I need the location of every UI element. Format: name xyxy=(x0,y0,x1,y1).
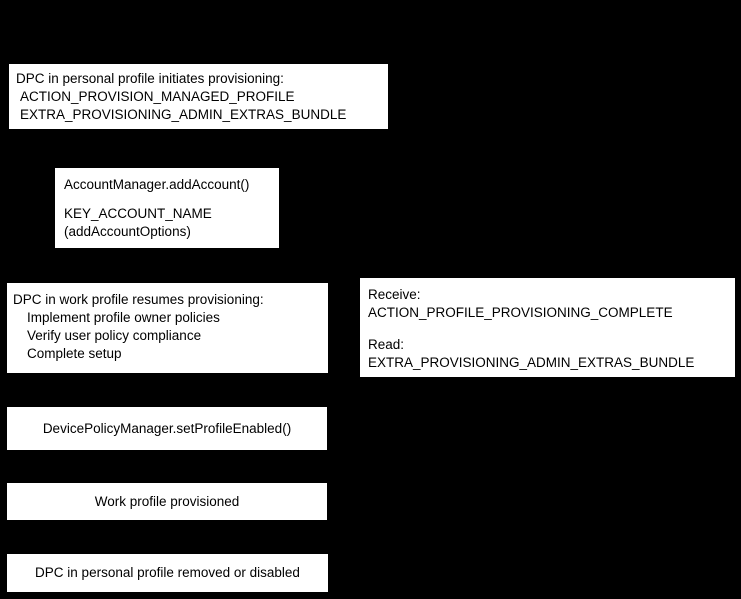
step-line-parameter: (addAccountOptions) xyxy=(64,224,191,239)
step-line-constant: KEY_ACCOUNT_NAME xyxy=(64,206,212,221)
step-line: Receive: xyxy=(368,287,421,302)
line-spacer xyxy=(64,194,270,205)
step-line-task: Implement profile owner policies xyxy=(27,310,220,325)
step-line-task: Verify user policy compliance xyxy=(27,328,202,343)
step-line-constant: ACTION_PROFILE_PROVISIONING_COMPLETE xyxy=(368,305,673,320)
step-line: DPC in personal profile initiates provisioning: xyxy=(16,71,284,86)
step-line: DPC in personal profile removed or disabled xyxy=(35,565,300,580)
step-line-method: DevicePolicyManager.setProfileEnabled() xyxy=(42,420,292,436)
step-line-constant: ACTION_PROVISION_MANAGED_PROFILE xyxy=(20,89,295,104)
step-account-manager-add-account xyxy=(55,168,279,248)
step-line-method: AccountManager.addAccount() xyxy=(64,177,250,192)
line-spacer xyxy=(368,322,727,336)
step-dpc-initiates-provisioning xyxy=(9,64,388,129)
step-line: Work profile provisioned xyxy=(94,493,240,509)
step-line-task: Complete setup xyxy=(27,346,122,361)
step-set-profile-enabled xyxy=(7,407,327,450)
step-line: DPC in work profile resumes provisioning: xyxy=(13,292,264,307)
step-dpc-resumes-provisioning xyxy=(7,283,328,373)
step-receive-provisioning-complete xyxy=(360,278,735,377)
step-line-constant: EXTRA_PROVISIONING_ADMIN_EXTRAS_BUNDLE xyxy=(20,107,347,122)
step-line: Read: xyxy=(368,337,405,352)
step-dpc-removed-or-disabled xyxy=(7,554,328,592)
step-line-constant: EXTRA_PROVISIONING_ADMIN_EXTRAS_BUNDLE xyxy=(368,355,695,370)
step-work-profile-provisioned xyxy=(7,483,327,520)
